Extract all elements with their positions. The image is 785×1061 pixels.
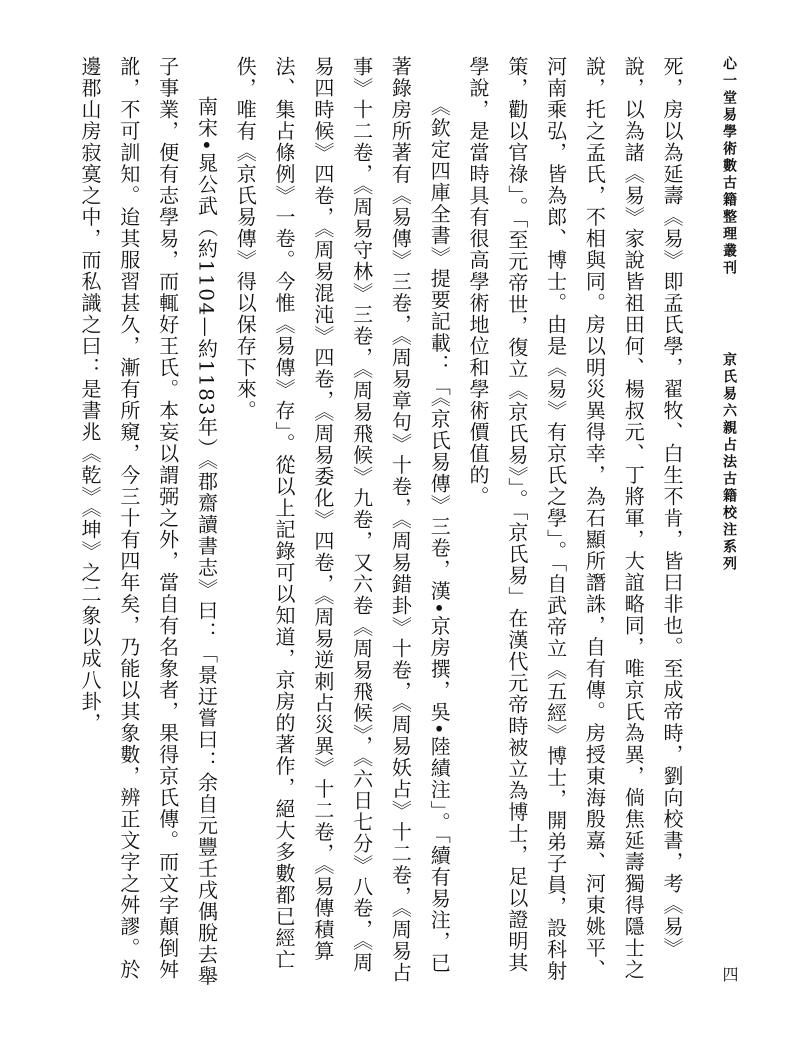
series-title: 心一堂易學術數古籍整理叢刊 bbox=[721, 56, 737, 277]
body-text bbox=[51, 56, 691, 991]
book-title: 京氏易六親占法古籍校注系列 bbox=[721, 352, 737, 573]
paragraph-1: 死，房以為延壽《易》即孟氏學，翟牧、白生不肯，皆曰非也。至成帝時，劉向校書，考《易》說，以為諸《易》家說皆祖田何、楊叔元、丁將軍，大誼略同，唯京氏為異，倘焦延壽獨得隱士之說，托之孟氏，不相與同。房以明災異得幸，為石顯所譖誅，自有傳。房授東海殷嘉、河東姚平、河南乘弘，皆為郎、博士。由是《易》有京氏之學」。「自武帝立《五經》博士，開弟子員，設科射策，勸以官祿」。「至元帝世，復立《京氏易》」。「京氏易」在漢代元帝時被立為博士，足以證明其學說，是當時具有很高學術地位和學術價值的。 bbox=[466, 56, 684, 982]
page-number: 四 bbox=[720, 966, 739, 982]
paragraph-3: 南宋•晁公武（約1104—約1183年）《郡齋讀書志》曰：「景迂嘗曰：余自元豐壬戌偶脫去舉子事業，便有志學易，而輒好王氏。本妄以謂弼之外，當自有名象者，果得京氏傳。而文字顛倒舛訛，不可訓知。迨其服習甚久，漸有所窺，今三十有四年矣，乃能以其象數，辨正文字之舛謬。於邊郡山房寂寞之中，而私識之曰：是書兆《乾》《坤》之二象以成八卦， bbox=[78, 56, 219, 988]
paragraph-2: 《欽定四庫全書》提要記載：「《京氏易傳》三卷，漢•京房撰，吳•陸績注」。「續有易注，已著錄房所著有《易傳》三卷，《周易章句》十卷，《周易錯卦》十卷，《周易妖占》十二卷，《周易占事》十二卷，《周易守林》三卷，《周易飛候》九卷，又六卷《周易飛候》，《六日七分》八卷，《周易四時候》四卷，《周易混沌》四卷，《周易委化》四卷，《周易逆刺占災異》十二卷，《易傳積算法、集占條例》一卷。今惟《易傳》存」。從以上記錄可以知道，京房的著作，絕大多數都已經亡佚，唯有《京氏易傳》得以保存下來。 bbox=[233, 56, 452, 984]
